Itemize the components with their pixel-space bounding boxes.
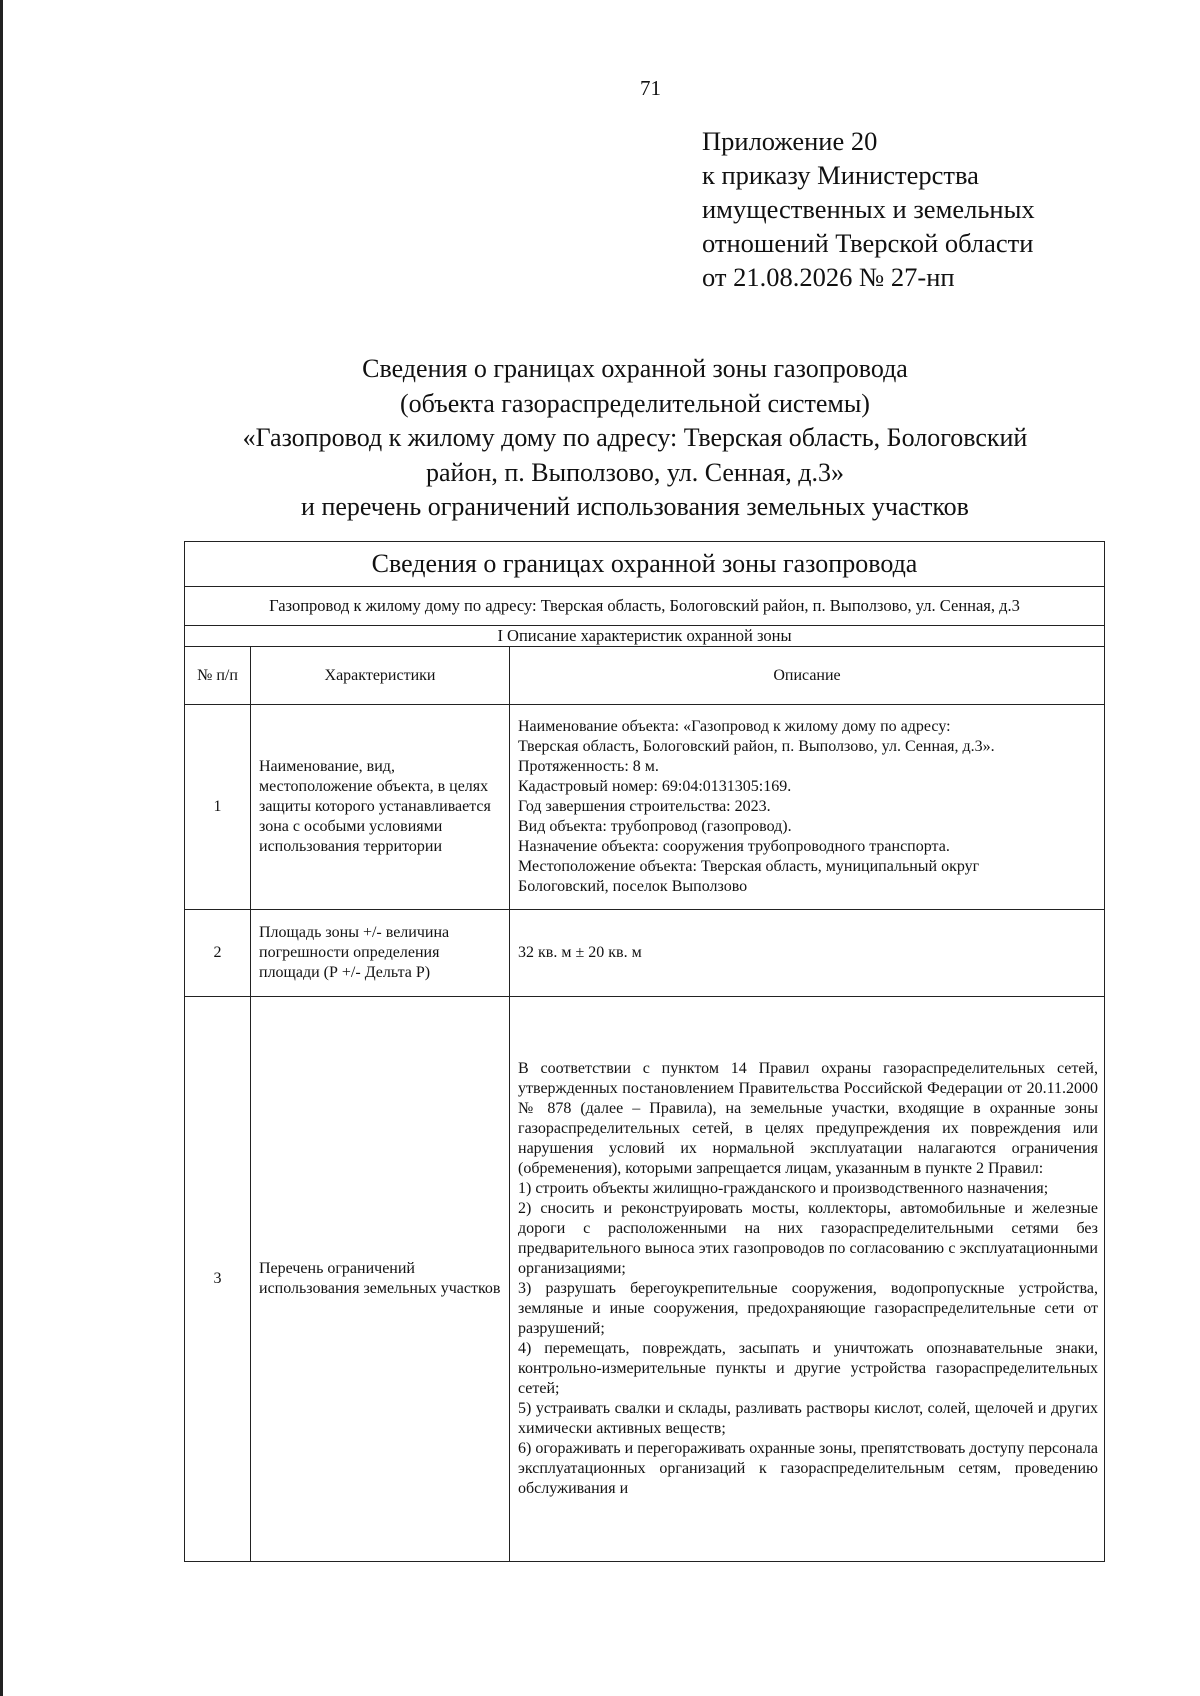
description-line: Тверская область, Бологовский район, п. Выползово, ул. Сенная, д.3». xyxy=(518,738,995,755)
page-number: 71 xyxy=(640,76,661,100)
row-number: 2 xyxy=(185,910,251,997)
description-line: Назначение объекта: сооружения трубопроводного транспорта. xyxy=(518,838,950,855)
table-object-name: Газопровод к жилому дому по адресу: Тверская область, Бологовский район, п. Выползово, ул. Сенная, д.3 xyxy=(185,587,1105,626)
description-paragraph: 3) разрушать берегоукрепительные сооружения, водопропускные устройства, земляные и иные сооружения, предохраняющие газораспределительные сети от разрушений; xyxy=(518,1280,1098,1337)
zone-table xyxy=(184,541,1105,1562)
appendix-line: от 21.08.2026 № 27-нп xyxy=(702,262,955,292)
column-header-characteristics: Характеристики xyxy=(251,647,510,705)
scan-edge xyxy=(0,0,3,1696)
description-paragraph: 4) перемещать, повреждать, засыпать и уничтожать опознавательные знаки, контрольно-измерительные пункты и другие устройства газораспределительных сетей; xyxy=(518,1340,1098,1397)
table-row xyxy=(185,910,1105,997)
appendix-line: имущественных и земельных xyxy=(702,194,1035,224)
description-paragraph: 2) сносить и реконструировать мосты, коллекторы, автомобильные и железные дороги с расположенными на них газораспределительными сетями без предварительного выноса этих газопроводов по согласованию с эксплуатационными организациями; xyxy=(518,1200,1098,1277)
column-header-number: № п/п xyxy=(185,647,251,705)
row-number: 1 xyxy=(185,705,251,910)
description-paragraph: 5) устраивать свалки и склады, разливать растворы кислот, солей, щелочей и других химически активных веществ; xyxy=(518,1400,1098,1437)
appendix-line: к приказу Министерства xyxy=(702,160,979,190)
title-line: «Газопровод к жилому дому по адресу: Тверская область, Бологовский xyxy=(242,423,1028,452)
description-line: Вид объекта: трубопровод (газопровод). xyxy=(518,818,792,835)
description-line: 32 кв. м ± 20 кв. м xyxy=(518,944,642,961)
description-line: Местоположение объекта: Тверская область, муниципальный округ xyxy=(518,858,980,875)
table-section-title: I Описание характеристик охранной зоны xyxy=(185,626,1105,647)
row-description xyxy=(510,997,1105,1562)
row-number: 3 xyxy=(185,997,251,1562)
title-line: и перечень ограничений использования земельных участков xyxy=(301,492,969,521)
appendix-line: отношений Тверской области xyxy=(702,228,1034,258)
table-row xyxy=(185,997,1105,1562)
description-paragraph: В соответствии с пунктом 14 Правил охраны газораспределительных сетей, утвержденных постановлением Правительства Российской Федерации от 20.11.2000 № 878 (далее – Правила), на земельные участки, входящие в охранные зоны газораспределительных сетей, в целях предупреждения их повреждения или нарушения условий их нормальной эксплуатации налагаются ограничения (обременения), которыми запрещается лицам, указанным в пункте 2 Правил: xyxy=(518,1060,1098,1177)
description-paragraph: 1) строить объекты жилищно-гражданского и производственного назначения; xyxy=(518,1180,1049,1197)
appendix-line: Приложение 20 xyxy=(702,126,878,156)
description-line: Протяженность: 8 м. xyxy=(518,758,659,775)
document-title xyxy=(170,352,1100,525)
row-characteristic: Площадь зоны +/- величина погрешности определения площади (Р +/- Дельта Р) xyxy=(251,910,510,997)
description-line: Год завершения строительства: 2023. xyxy=(518,798,771,815)
table-row xyxy=(185,705,1105,910)
title-line: Сведения о границах охранной зоны газопровода xyxy=(362,354,908,383)
column-header-description: Описание xyxy=(510,647,1105,705)
row-characteristic: Перечень ограничений использования земельных участков xyxy=(251,997,510,1562)
description-line: Наименование объекта: «Газопровод к жилому дому по адресу: xyxy=(518,718,951,735)
description-line: Кадастровый номер: 69:04:0131305:169. xyxy=(518,778,792,795)
description-line: Бологовский, поселок Выползово xyxy=(518,878,748,895)
row-characteristic: Наименование, вид, местоположение объекта, в целях защиты которого устанавливается зона с особыми условиями использования территории xyxy=(251,705,510,910)
table-header: Сведения о границах охранной зоны газопровода xyxy=(185,542,1105,587)
row-description xyxy=(510,910,1105,997)
title-line: район, п. Выползово, ул. Сенная, д.3» xyxy=(426,457,844,487)
row-description xyxy=(510,705,1105,910)
description-paragraph: 6) огораживать и перегораживать охранные зоны, препятствовать доступу персонала эксплуатационных организаций к газораспределительным сетям, проведению обслуживания и xyxy=(518,1440,1098,1497)
title-line: (объекта газораспределительной системы) xyxy=(400,388,870,418)
appendix-block xyxy=(702,124,1035,294)
